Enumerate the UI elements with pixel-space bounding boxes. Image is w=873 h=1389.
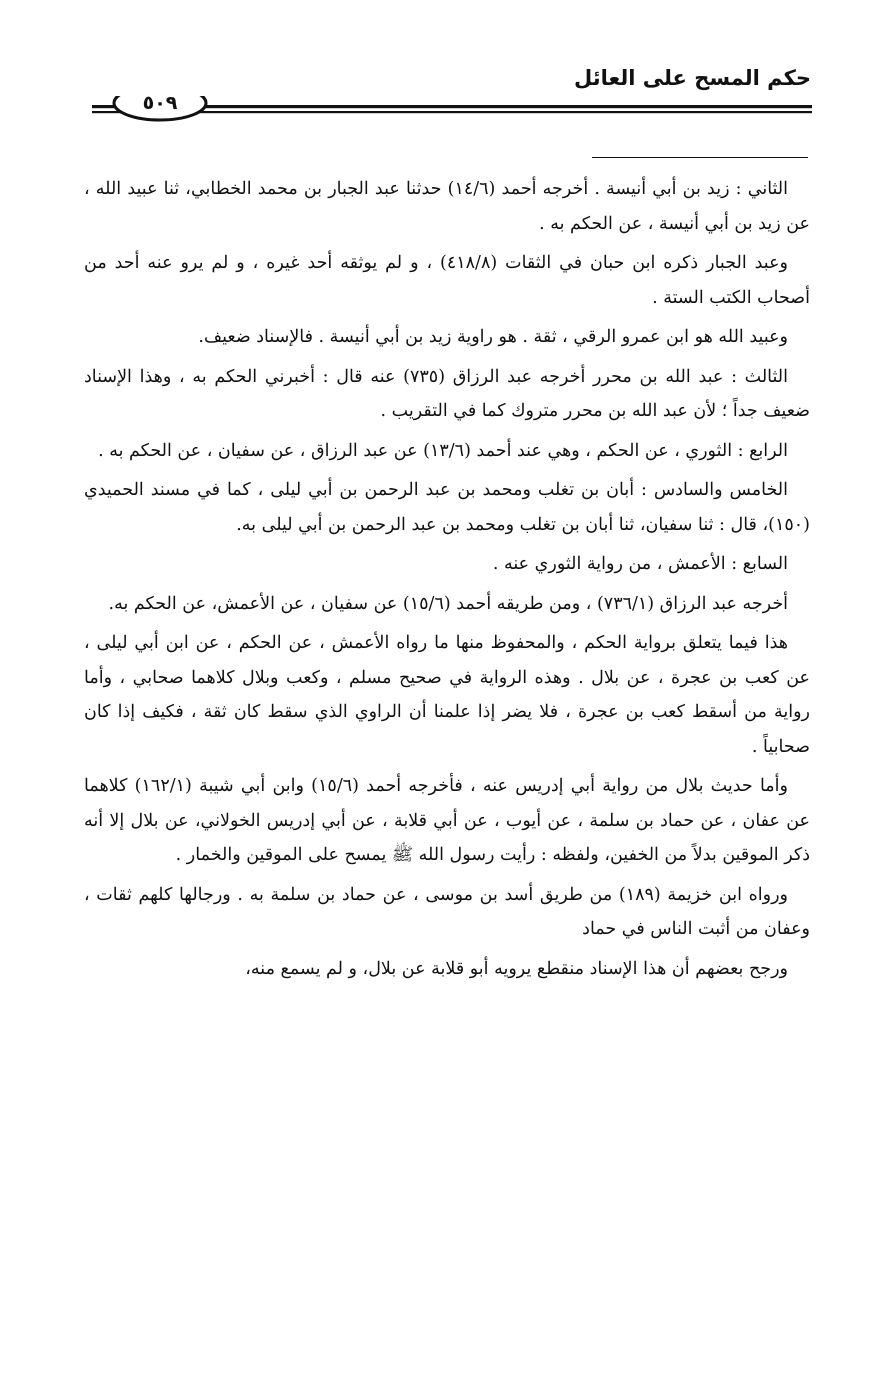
footnote-body (84, 172, 810, 991)
paragraph: وعبيد الله هو ابن عمرو الرقي ، ثقة . هو راوية زيد بن أبي أنيسة . فالإسناد ضعيف. (198, 327, 788, 347)
paragraph: أخرجه عبد الرزاق (٧٣٦/١) ، ومن طريقه أحمد (١٥/٦) عن سفيان ، عن الأعمش، عن الحكم به. (108, 593, 788, 614)
running-title: حكم المسح على العائل (573, 66, 811, 90)
paragraph: ورواه ابن خزيمة (١٨٩) من طريق أسد بن موسى ، عن حماد بن سلمة به . ورجالها كلهم ثقات ، وعفان من أثبت الناس في حماد (84, 884, 810, 939)
paragraph: ورجح بعضهم أن هذا الإسناد منقطع يرويه أبو قلابة عن بلال، و لم يسمع منه، (245, 958, 788, 979)
paragraph: الثالث : عبد الله بن محرر أخرجه عبد الرزاق (٧٣٥) عنه قال : أخبرني الحكم به ، وهذا الإسناد ضعيف جداً ؛ لأن عبد الله بن محرر متروك كما في التقريب . (84, 366, 810, 421)
paragraph: هذا فيما يتعلق برواية الحكم ، والمحفوظ منها ما رواه الأعمش ، عن الحكم ، عن ابن أبي ليلى ، عن كعب بن عجرة ، عن بلال . وهذه الرواية في صحيح مسلم ، وكعب وبلال كلاهما صحابي ، وأما رواية من أسقط كعب بن عجرة ، فلا يضر إذا علمنا أن الراوي الذي سقط كان ثقة ، فكيف إذا كان صحابياً . (84, 633, 810, 757)
paragraph: وعبد الجبار ذكره ابن حبان في الثقات (٤١٨/٨) ، و لم يوثقه أحد غيره ، و لم يرو عنه أحد من أصحاب الكتب الستة . (84, 253, 810, 308)
paragraph: الخامس والسادس : أبان بن تغلب ومحمد بن عبد الرحمن بن أبي ليلى ، كما في مسند الحميدي (١٥٠)، قال : ثنا سفيان، ثنا أبان بن تغلب ومحمد بن عبد الرحمن بن أبي ليلى به. (84, 480, 810, 535)
page-number: ٥٠٩ (142, 92, 178, 114)
paragraph: الثاني : زيد بن أبي أنيسة . أخرجه أحمد (١٤/٦) حدثنا عبد الجبار بن محمد الخطابي، ثنا عبيد الله ، عن زيد بن أبي أنيسة ، عن الحكم به . (84, 179, 810, 234)
paragraph: الرابع : الثوري ، عن الحكم ، وهي عند أحمد (١٣/٦) عن عبد الرزاق ، عن سفيان ، عن الحكم به . (98, 440, 788, 461)
paragraph: السابع : الأعمش ، من رواية الثوري عنه . (492, 554, 788, 574)
footnote-separator (592, 157, 808, 158)
paragraph: وأما حديث بلال من رواية أبي إدريس عنه ، فأخرجه أحمد (١٥/٦) وابن أبي شيبة (١٦٢/١) كلاهما عن عفان ، عن حماد بن سلمة ، عن أيوب ، عن أبي قلابة ، عن أبي إدريس الخولاني، عن بلال إلا أنه ذكر الموقين بدلاً من الخفين، ولفظه : رأيت رسول الله ﷺ يمسح على الموقين والخمار . (84, 776, 810, 865)
